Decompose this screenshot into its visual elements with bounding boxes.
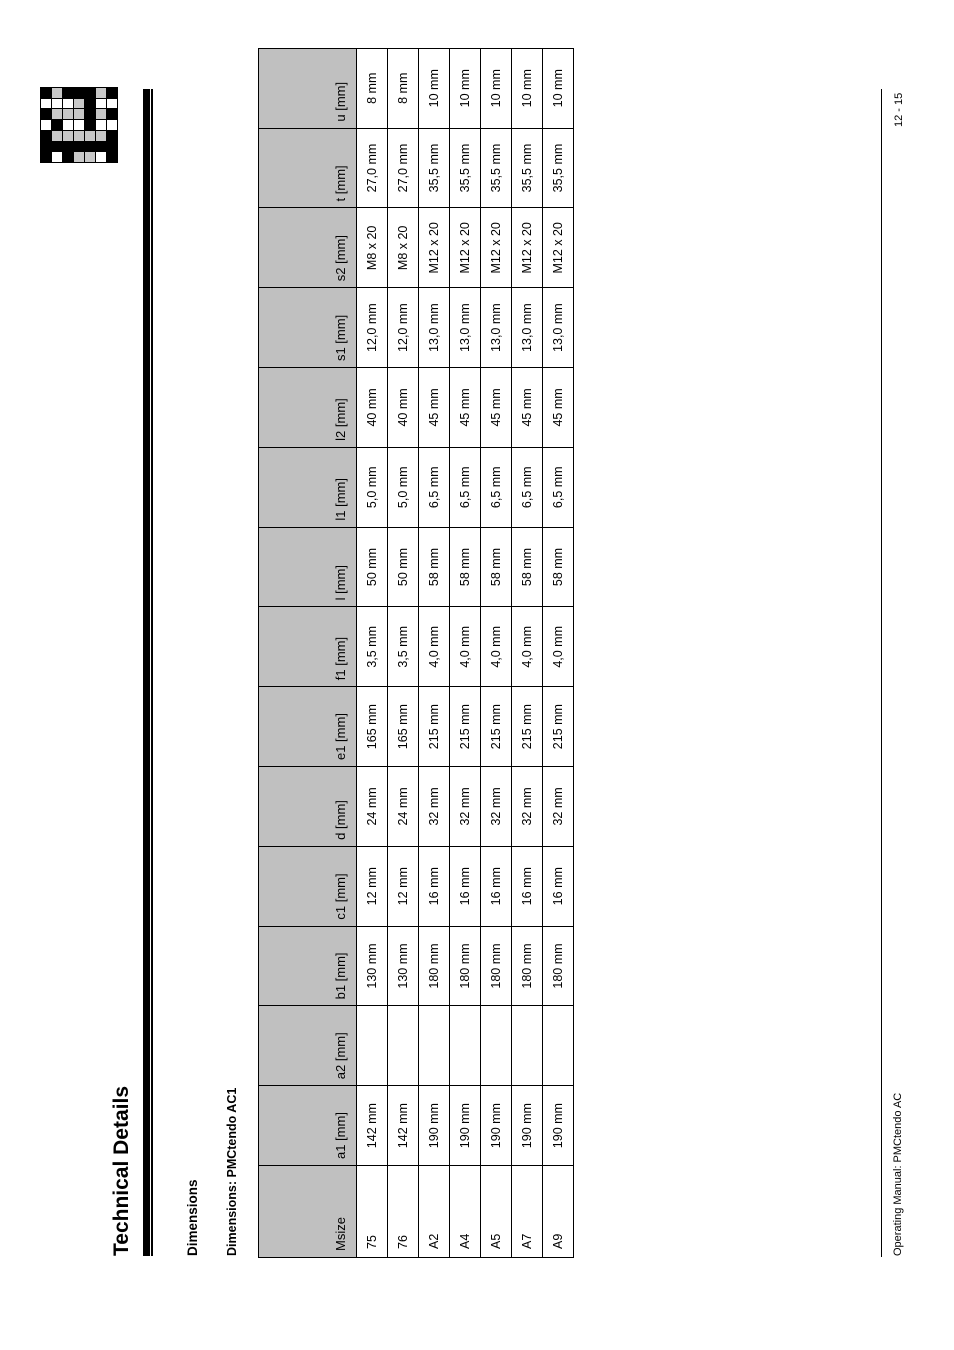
dimension-cell: 32 mm	[543, 767, 574, 847]
logo-cell	[107, 120, 117, 130]
header-bar-thin	[151, 89, 153, 1256]
logo-cell	[74, 152, 84, 162]
dimension-cell: M8 x 20	[357, 208, 388, 288]
logo-cell	[96, 99, 106, 109]
dimension-cell: 32 mm	[450, 767, 481, 847]
dimension-cell	[450, 1006, 481, 1086]
dimension-cell: 8 mm	[388, 48, 419, 128]
footer-manual-title: Operating Manual: PMCtendo AC	[892, 1092, 904, 1256]
dimension-cell: 5,0 mm	[388, 447, 419, 527]
column-header: e1 [mm]	[259, 687, 357, 767]
dimension-cell: 27,0 mm	[357, 128, 388, 208]
dimension-cell: 12 mm	[388, 846, 419, 926]
section-heading: Dimensions	[185, 1179, 200, 1256]
logo-cell	[41, 152, 51, 162]
table-row	[357, 48, 388, 1257]
dimension-cell: 24 mm	[388, 767, 419, 847]
dimension-cell	[543, 1006, 574, 1086]
logo-cell	[85, 131, 95, 141]
dimension-cell: 45 mm	[512, 368, 543, 448]
header-bar	[143, 89, 150, 1256]
dimension-cell: 16 mm	[450, 846, 481, 926]
logo-cell	[52, 131, 62, 141]
dimension-cell: 130 mm	[388, 926, 419, 1006]
dimension-cell: 10 mm	[512, 48, 543, 128]
logo-cell	[63, 120, 73, 130]
dimension-cell: 40 mm	[388, 368, 419, 448]
dimension-cell: 16 mm	[543, 846, 574, 926]
logo-cell	[85, 109, 95, 119]
dimension-cell	[419, 1006, 450, 1086]
column-header: a2 [mm]	[259, 1006, 357, 1086]
logo-cell	[96, 120, 106, 130]
logo-cell	[52, 88, 62, 98]
logo-cell	[52, 99, 62, 109]
dimension-cell: 16 mm	[481, 846, 512, 926]
dimension-cell: 58 mm	[450, 527, 481, 607]
dimension-cell: 35,5 mm	[512, 128, 543, 208]
page-title: Technical Details	[110, 1085, 133, 1256]
dimension-cell: 215 mm	[543, 687, 574, 767]
column-header: s1 [mm]	[259, 288, 357, 368]
dimension-cell: 27,0 mm	[388, 128, 419, 208]
column-header: Msize	[259, 1166, 357, 1258]
dimension-cell: 10 mm	[419, 48, 450, 128]
table-row	[450, 48, 481, 1257]
dimension-cell: 45 mm	[450, 368, 481, 448]
dimensions-table-wrapper	[258, 48, 574, 1258]
logo-cell	[96, 131, 106, 141]
dimension-cell: 32 mm	[481, 767, 512, 847]
logo-cell	[74, 131, 84, 141]
dimension-cell: 180 mm	[419, 926, 450, 1006]
logo-cell	[96, 88, 106, 98]
dimension-cell: 45 mm	[481, 368, 512, 448]
logo-cell	[74, 120, 84, 130]
logo-cell	[52, 109, 62, 119]
dimension-cell: 180 mm	[450, 926, 481, 1006]
logo-cell	[74, 142, 84, 152]
logo-cell	[96, 152, 106, 162]
dimension-cell: 3,5 mm	[357, 607, 388, 687]
logo-cell	[52, 152, 62, 162]
dimension-cell: M12 x 20	[543, 208, 574, 288]
footer-divider	[881, 89, 882, 1257]
logo-cell	[107, 109, 117, 119]
motor-size-cell: A5	[481, 1166, 512, 1258]
dimension-cell: 10 mm	[450, 48, 481, 128]
dimension-cell: 142 mm	[357, 1086, 388, 1166]
dimension-cell: 45 mm	[543, 368, 574, 448]
logo-cell	[85, 88, 95, 98]
logo-cell	[107, 142, 117, 152]
logo-cell	[63, 131, 73, 141]
dimension-cell: 50 mm	[357, 527, 388, 607]
dimension-cell: 35,5 mm	[419, 128, 450, 208]
dimension-cell: 13,0 mm	[450, 288, 481, 368]
dimension-cell	[388, 1006, 419, 1086]
logo-cell	[74, 99, 84, 109]
column-header: l2 [mm]	[259, 368, 357, 448]
motor-size-cell: A9	[543, 1166, 574, 1258]
logo-cell	[41, 99, 51, 109]
column-header: f1 [mm]	[259, 607, 357, 687]
dimension-cell: 190 mm	[419, 1086, 450, 1166]
table-row	[419, 48, 450, 1257]
dimension-cell: 215 mm	[512, 687, 543, 767]
logo-cell	[85, 142, 95, 152]
dimension-cell: 6,5 mm	[450, 447, 481, 527]
dimension-cell: 12 mm	[357, 846, 388, 926]
logo-cell	[63, 109, 73, 119]
logo-cell	[52, 142, 62, 152]
logo-cell	[41, 142, 51, 152]
dimension-cell: 4,0 mm	[512, 607, 543, 687]
column-header: b1 [mm]	[259, 926, 357, 1006]
dimension-cell: 40 mm	[357, 368, 388, 448]
dimension-cell: 8 mm	[357, 48, 388, 128]
column-header: u [mm]	[259, 48, 357, 128]
logo-cell	[107, 131, 117, 141]
dimension-cell: M12 x 20	[450, 208, 481, 288]
dimension-cell: 10 mm	[481, 48, 512, 128]
table-row	[481, 48, 512, 1257]
dimension-cell: M12 x 20	[419, 208, 450, 288]
dimension-cell: 13,0 mm	[419, 288, 450, 368]
dimension-cell: 45 mm	[419, 368, 450, 448]
subsection-heading: Dimensions: PMCtendo AC1	[225, 1087, 239, 1256]
logo-cell	[85, 152, 95, 162]
dimension-cell: 35,5 mm	[543, 128, 574, 208]
motor-size-cell: 75	[357, 1166, 388, 1258]
logo-cell	[41, 131, 51, 141]
dimension-cell: 6,5 mm	[419, 447, 450, 527]
dimension-cell: 35,5 mm	[450, 128, 481, 208]
logo-cell	[74, 109, 84, 119]
dimension-cell: M8 x 20	[388, 208, 419, 288]
dimension-cell: 215 mm	[481, 687, 512, 767]
dimension-cell: 190 mm	[512, 1086, 543, 1166]
dimension-cell: 4,0 mm	[543, 607, 574, 687]
column-header: l [mm]	[259, 527, 357, 607]
motor-size-cell: 76	[388, 1166, 419, 1258]
motor-size-cell: A2	[419, 1166, 450, 1258]
table-row	[543, 48, 574, 1257]
dimension-cell: 6,5 mm	[481, 447, 512, 527]
logo-cell	[74, 88, 84, 98]
dimension-cell: 16 mm	[512, 846, 543, 926]
table-row	[512, 48, 543, 1257]
dimension-cell: 180 mm	[512, 926, 543, 1006]
motor-size-cell: A7	[512, 1166, 543, 1258]
table-header-row	[259, 48, 357, 1257]
dimension-cell: 215 mm	[450, 687, 481, 767]
column-header: l1 [mm]	[259, 447, 357, 527]
logo-cell	[85, 120, 95, 130]
dimension-cell: 58 mm	[512, 527, 543, 607]
motor-size-cell: A4	[450, 1166, 481, 1258]
dimension-cell: 13,0 mm	[481, 288, 512, 368]
logo-cell	[107, 88, 117, 98]
dimension-cell: 32 mm	[419, 767, 450, 847]
logo-cell	[41, 88, 51, 98]
dimension-cell: 4,0 mm	[481, 607, 512, 687]
dimension-cell: 12,0 mm	[357, 288, 388, 368]
column-header: s2 [mm]	[259, 208, 357, 288]
column-header: t [mm]	[259, 128, 357, 208]
column-header: c1 [mm]	[259, 846, 357, 926]
dimension-cell: 13,0 mm	[512, 288, 543, 368]
dimension-cell: M12 x 20	[481, 208, 512, 288]
dimension-cell: 58 mm	[419, 527, 450, 607]
logo-cell	[63, 142, 73, 152]
logo-cell	[107, 99, 117, 109]
logo-cell	[63, 99, 73, 109]
dimension-cell: 32 mm	[512, 767, 543, 847]
dimension-cell: 180 mm	[481, 926, 512, 1006]
logo-cell	[52, 120, 62, 130]
dimension-cell: 35,5 mm	[481, 128, 512, 208]
dimension-cell: 215 mm	[419, 687, 450, 767]
dimension-cell	[357, 1006, 388, 1086]
page-number: 12 - 15	[893, 92, 905, 127]
dimension-cell: 13,0 mm	[543, 288, 574, 368]
dimension-cell: 4,0 mm	[419, 607, 450, 687]
dimension-cell: M12 x 20	[512, 208, 543, 288]
dimension-cell: 190 mm	[543, 1086, 574, 1166]
logo-cell	[41, 120, 51, 130]
logo-cell	[63, 88, 73, 98]
dimension-cell: 58 mm	[543, 527, 574, 607]
logo-cell	[107, 152, 117, 162]
logo-cell	[63, 152, 73, 162]
column-header: d [mm]	[259, 767, 357, 847]
dimension-cell: 50 mm	[388, 527, 419, 607]
dimension-cell: 190 mm	[481, 1086, 512, 1166]
dimension-cell: 165 mm	[357, 687, 388, 767]
column-header: a1 [mm]	[259, 1086, 357, 1166]
dimension-cell: 5,0 mm	[357, 447, 388, 527]
dimension-cell: 3,5 mm	[388, 607, 419, 687]
dimension-cell: 6,5 mm	[512, 447, 543, 527]
dimension-cell: 10 mm	[543, 48, 574, 128]
dimension-cell: 190 mm	[450, 1086, 481, 1166]
table-row	[388, 48, 419, 1257]
dimension-cell: 165 mm	[388, 687, 419, 767]
dimension-cell: 6,5 mm	[543, 447, 574, 527]
dimension-cell: 24 mm	[357, 767, 388, 847]
dimension-cell: 4,0 mm	[450, 607, 481, 687]
dimension-cell: 16 mm	[419, 846, 450, 926]
logo-cell	[96, 109, 106, 119]
dimension-cell: 180 mm	[543, 926, 574, 1006]
dimension-cell: 142 mm	[388, 1086, 419, 1166]
dimension-cell: 58 mm	[481, 527, 512, 607]
dimension-cell: 12,0 mm	[388, 288, 419, 368]
dimension-cell: 130 mm	[357, 926, 388, 1006]
dimensions-table	[258, 48, 574, 1258]
company-logo	[40, 87, 118, 163]
dimension-cell	[512, 1006, 543, 1086]
logo-cell	[41, 109, 51, 119]
logo-cell	[85, 99, 95, 109]
dimension-cell	[481, 1006, 512, 1086]
logo-cell	[96, 142, 106, 152]
